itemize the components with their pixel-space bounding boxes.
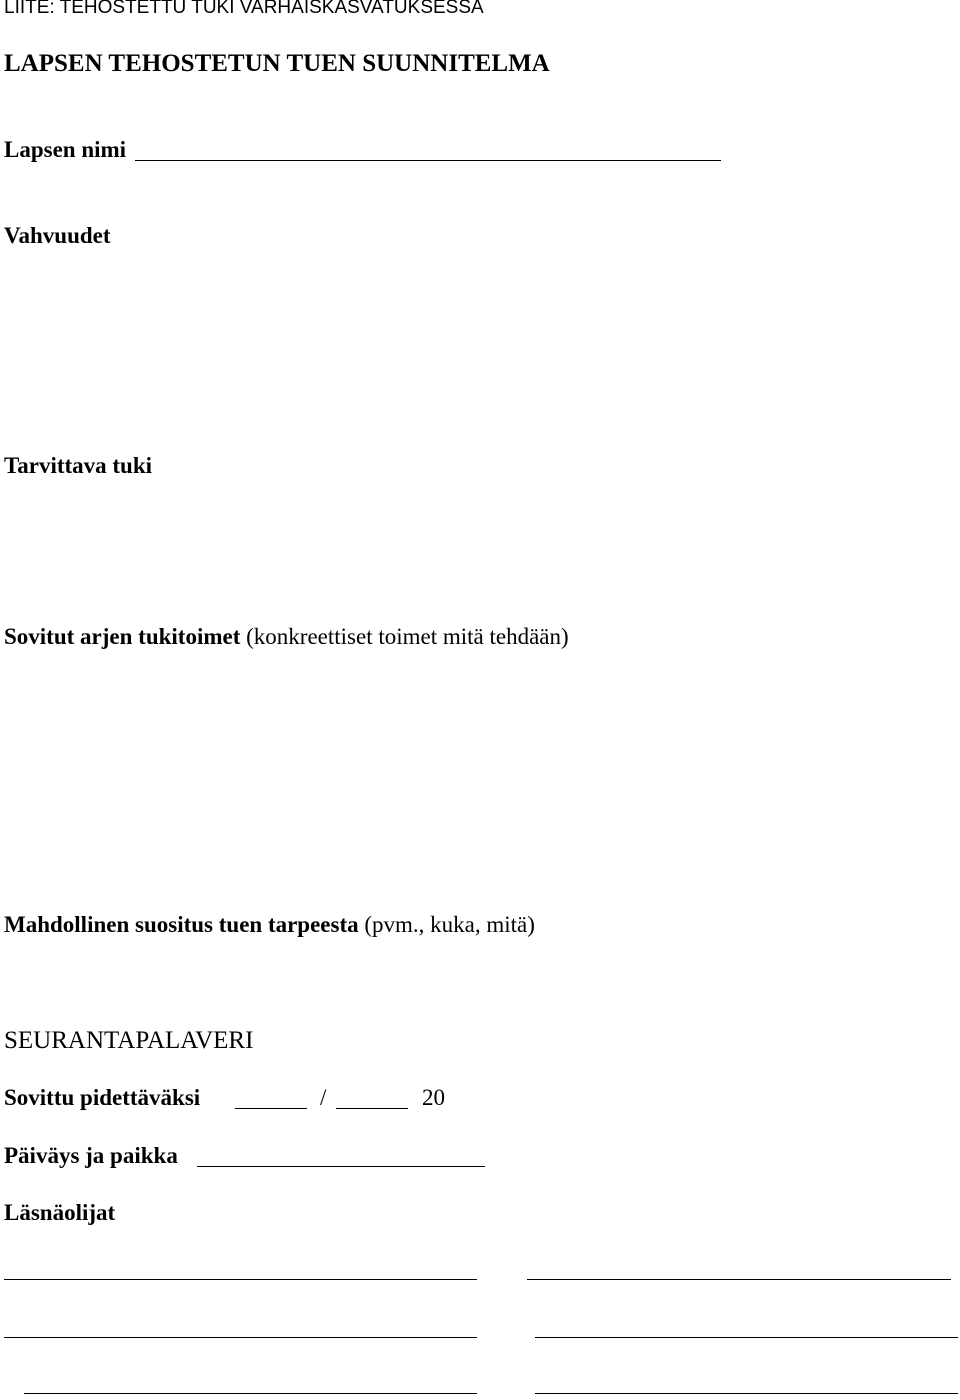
attendee-line[interactable] xyxy=(4,1337,477,1338)
child-name-line[interactable] xyxy=(135,160,721,161)
recommendation-label-note: (pvm., kuka, mitä) xyxy=(364,912,535,937)
date-place-label: Päiväys ja paikka xyxy=(4,1143,178,1168)
strengths-label: Vahvuudet xyxy=(4,223,111,248)
attendee-line[interactable] xyxy=(24,1393,477,1394)
measures-label-bold: Sovitut arjen tukitoimet xyxy=(4,624,241,649)
measures-label-note: (konkreettiset toimet mitä tehdään) xyxy=(246,624,569,649)
agreed-day-line[interactable] xyxy=(235,1108,307,1109)
measures-label xyxy=(4,624,569,650)
support-needed-label: Tarvittava tuki xyxy=(4,453,153,478)
attendees-label: Läsnäolijat xyxy=(4,1200,116,1225)
date-place-line[interactable] xyxy=(197,1166,485,1167)
attendee-line[interactable] xyxy=(535,1393,958,1394)
year-prefix: 20 xyxy=(422,1085,445,1110)
agreed-month-line[interactable] xyxy=(336,1108,408,1109)
appendix-header: LIITE: TEHOSTETTU TUKI VARHAISKASVATUKSESSA xyxy=(4,0,484,18)
attendee-line[interactable] xyxy=(527,1279,951,1280)
attendee-line[interactable] xyxy=(4,1279,477,1280)
followup-title: SEURANTAPALAVERI xyxy=(4,1027,254,1054)
child-name-label: Lapsen nimi xyxy=(4,137,127,162)
recommendation-label xyxy=(4,912,535,938)
recommendation-label-bold: Mahdollinen suositus tuen tarpeesta xyxy=(4,912,359,937)
attendee-line[interactable] xyxy=(535,1337,958,1338)
date-separator: / xyxy=(320,1085,327,1110)
agreed-date-label: Sovittu pidettäväksi xyxy=(4,1085,201,1110)
plan-title: LAPSEN TEHOSTETUN TUEN SUUNNITELMA xyxy=(4,50,550,77)
